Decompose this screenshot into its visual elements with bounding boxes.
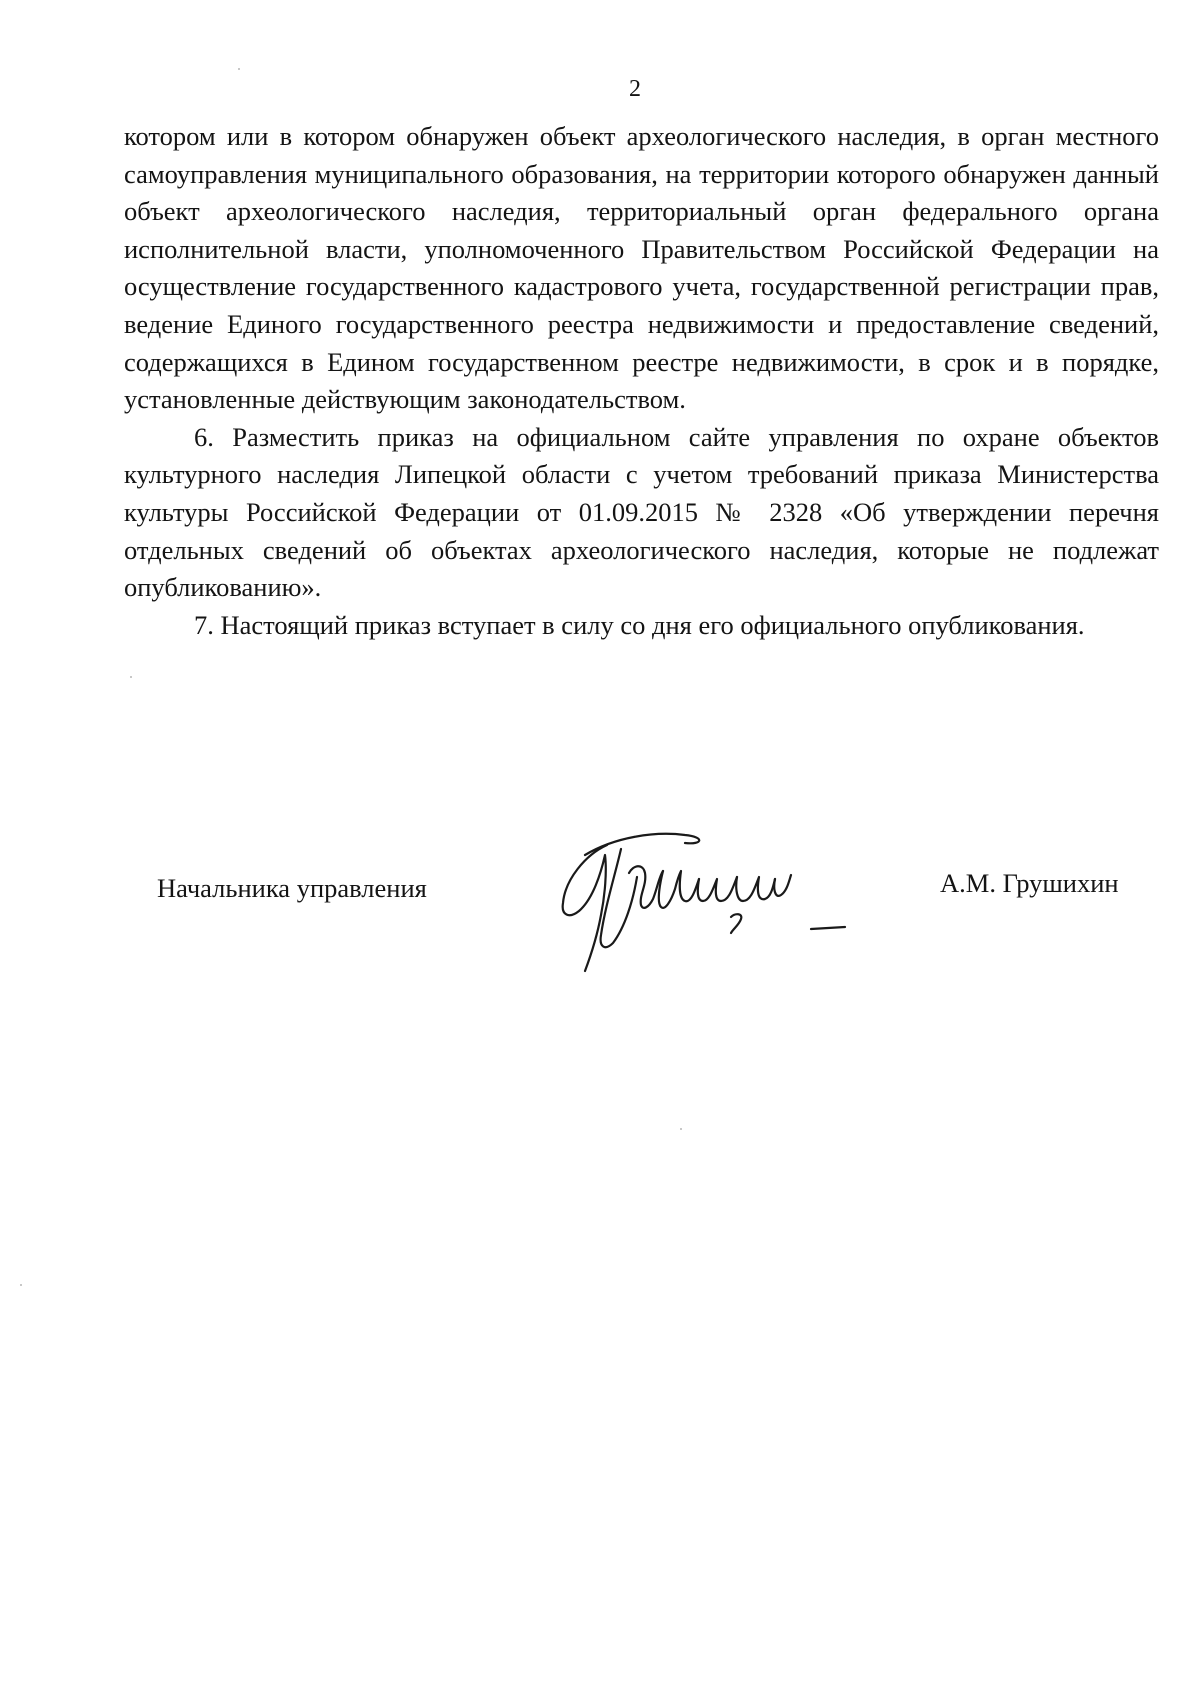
document-body — [124, 118, 1159, 644]
scan-artifact — [130, 676, 132, 678]
scan-artifact — [680, 1128, 682, 1130]
scan-artifact — [238, 68, 240, 70]
signatory-position: Начальника управления — [157, 873, 427, 903]
paragraph-continuation: котором или в котором обнаружен объект археологического наследия, в орган местного самоуправления муниципального образования, на территории которого обнаружен данный объект археологического наследия, территориальный орган федерального органа исполнительной власти, уполномоченного Правительством Российской Федерации на осуществление государственного кадастрового учета, государственной регистрации прав, ведение Единого государственного реестра недвижимости и предоставление сведений, содержащихся в Едином государственном реестре недвижимости, в срок и в порядке, установленные действующим законодательством. — [124, 121, 1159, 415]
page-number: 2 — [629, 76, 641, 102]
paragraph-item-6: 6. Разместить приказ на официальном сайте управления по охране объектов культурного наследия Липецкой области с учетом требований приказа Министерства культуры Российской Федерации от 01.09.2015 № 2328 «Об утверждении перечня отдельных сведений об объектах археологического наследия, которые не подлежат опубликованию». — [124, 421, 1159, 603]
signatory-name: А.М. Грушихин — [940, 868, 1119, 898]
scan-artifact — [20, 1284, 22, 1286]
paragraph-item-7: 7. Настоящий приказ вступает в силу со дня его официального опубликования. — [194, 609, 1085, 640]
handwritten-signature — [545, 815, 875, 975]
